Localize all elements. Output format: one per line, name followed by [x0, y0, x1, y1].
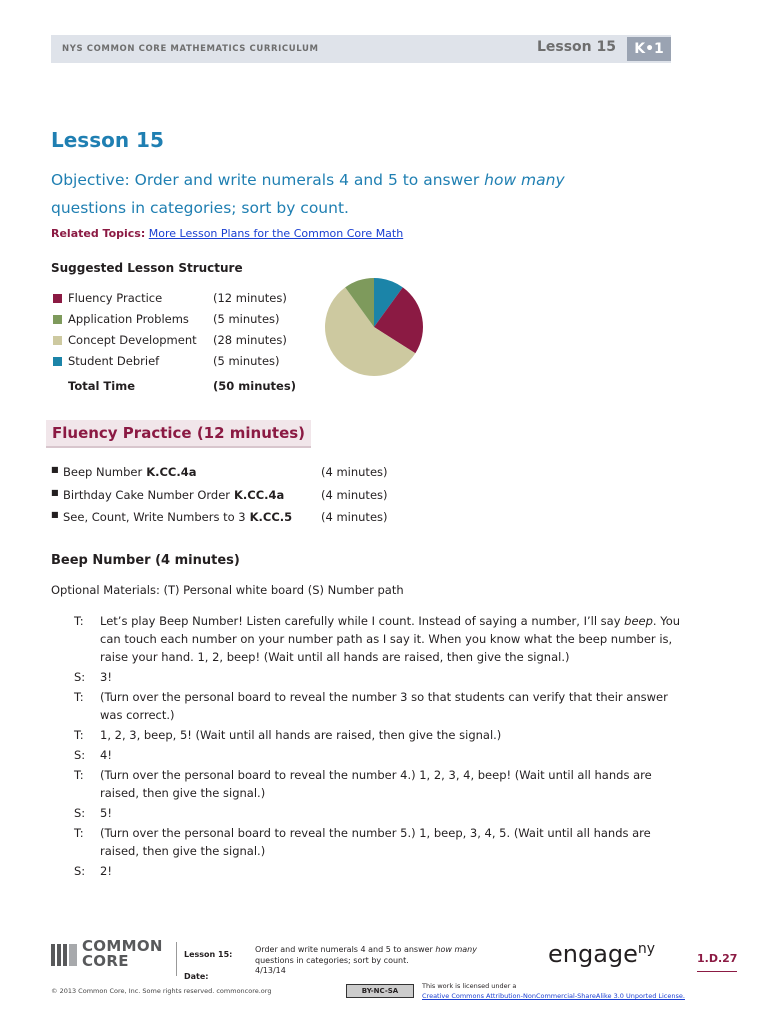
dialogue-text — [100, 746, 684, 764]
fluency-item-name: See, Count, Write Numbers to 3 — [63, 510, 246, 524]
header-lesson-label: Lesson 15 — [536, 39, 616, 55]
fluency-swatch — [53, 294, 62, 303]
footer-lesson-label: Lesson 15: — [184, 950, 233, 959]
beep-number-title: Beep Number (4 minutes) — [51, 553, 240, 568]
application-swatch — [53, 315, 62, 324]
dialogue-speaker: T: — [74, 728, 84, 742]
dialogue-speaker: T: — [74, 614, 84, 628]
dialogue — [74, 612, 684, 882]
dialogue-text — [100, 688, 684, 724]
dialogue-speaker: T: — [74, 690, 84, 704]
dialogue-speaker: S: — [74, 748, 86, 762]
objective-text: Objective: Order and write numerals 4 and 5 to answer — [51, 171, 485, 189]
dialogue-text-part: (Turn over the personal board to reveal the number 3 so that students can verify that their answer was correct.) — [100, 690, 668, 722]
dialogue-line — [74, 612, 684, 666]
dialogue-line — [74, 804, 684, 822]
footer-description — [255, 944, 495, 966]
license-notice — [422, 981, 685, 1001]
dialogue-speaker: T: — [74, 768, 84, 782]
list-item — [51, 510, 471, 533]
footer-org-line1: COMMON — [82, 937, 163, 955]
dialogue-text-part: (Turn over the personal board to reveal the number 5.) 1, beep, 3, 4, 5. (Wait until all hands are raised, then give the signal.) — [100, 826, 651, 858]
dialogue-text-part: (Turn over the personal board to reveal the number 4.) 1, 2, 3, 4, beep! (Wait until all hands are raised, then give the signal.) — [100, 768, 652, 800]
fluency-item-minutes: (4 minutes) — [321, 465, 388, 479]
dialogue-text-part: 2! — [100, 864, 112, 878]
footer-date: 4/13/14 — [255, 966, 286, 975]
structure-item-minutes: (12 minutes) — [213, 291, 287, 305]
page-title: Lesson 15 — [51, 128, 164, 152]
dialogue-line — [74, 726, 684, 744]
dialogue-text-part: . You can touch each number on your number path as I say it. When you know what the beep number is, raise your hand. 1, 2, beep! (Wait until all hands are raised, then give the signal.) — [100, 614, 681, 664]
footer-desc-text-end: questions in categories; sort by count. — [255, 956, 409, 965]
dialogue-line — [74, 746, 684, 764]
list-item — [51, 465, 471, 488]
structure-item-name: Fluency Practice — [68, 291, 163, 305]
dialogue-emphasis: beep — [624, 614, 653, 628]
footer-org-name — [82, 939, 163, 969]
concept-swatch — [53, 336, 62, 345]
objective-emphasis: how many — [484, 171, 565, 189]
bullet-icon: ■ — [51, 510, 59, 519]
dialogue-line — [74, 766, 684, 802]
copyright: © 2013 Common Core, Inc. Some rights reserved. commoncore.org — [51, 987, 272, 995]
dialogue-text-part: 3! — [100, 670, 112, 684]
bullet-icon: ■ — [51, 465, 59, 474]
dialogue-text-part: 4! — [100, 748, 112, 762]
fluency-item — [63, 510, 292, 524]
engage-ny-logo — [548, 940, 655, 968]
dialogue-text-part: 5! — [100, 806, 112, 820]
structure-item-name: Concept Development — [68, 333, 197, 347]
footer-org-line2: CORE — [82, 952, 129, 970]
fluency-item-minutes: (4 minutes) — [321, 510, 388, 524]
footer-desc-text: Order and write numerals 4 and 5 to answer — [255, 945, 436, 954]
related-label: Related Topics: — [51, 227, 146, 240]
dialogue-text — [100, 668, 684, 686]
dialogue-line — [74, 668, 684, 686]
list-item — [51, 488, 471, 511]
license-link[interactable]: Creative Commons Attribution-NonCommercial-ShareAlike 3.0 Unported License. — [422, 992, 685, 1000]
dialogue-text-part: 1, 2, 3, beep, 5! (Wait until all hands are raised, then give the signal.) — [100, 728, 502, 742]
dialogue-text — [100, 726, 684, 744]
dialogue-speaker: S: — [74, 806, 86, 820]
dialogue-text — [100, 804, 684, 822]
structure-item-minutes: (5 minutes) — [213, 354, 280, 368]
footer-meta — [184, 944, 232, 988]
structure-item-minutes: (28 minutes) — [213, 333, 287, 347]
total-time-value: (50 minutes) — [213, 379, 296, 393]
structure-item-minutes: (5 minutes) — [213, 312, 280, 326]
dialogue-speaker: T: — [74, 826, 84, 840]
fluency-item-standard: K.CC.5 — [249, 510, 293, 524]
fluency-heading: Fluency Practice (12 minutes) — [46, 420, 311, 448]
fluency-item-minutes: (4 minutes) — [321, 487, 388, 502]
fluency-item-name: Birthday Cake Number Order — [63, 487, 231, 502]
fluency-item-name: Beep Number — [63, 465, 143, 479]
fluency-item — [63, 465, 197, 479]
dialogue-text — [100, 612, 684, 666]
dialogue-line — [74, 688, 684, 724]
grade-module-badge: K•1 — [627, 37, 671, 61]
related-link[interactable]: More Lesson Plans for the Common Core Math — [148, 227, 404, 240]
common-core-logo-icon — [51, 942, 79, 968]
footer-desc-emphasis: how many — [435, 945, 477, 954]
objective — [51, 166, 631, 222]
page-number: 1.D.27 — [697, 952, 737, 972]
dialogue-line — [74, 862, 684, 880]
structure-item-name: Student Debrief — [68, 354, 160, 368]
dialogue-text — [100, 862, 684, 880]
cc-license-badge[interactable]: BY-NC-SA — [346, 984, 414, 998]
bullet-icon: ■ — [51, 487, 59, 497]
header-bar — [51, 35, 671, 63]
related-topics — [51, 227, 403, 240]
dialogue-speaker: S: — [74, 864, 86, 878]
lesson-structure-pie-chart — [324, 276, 424, 378]
structure-title: Suggested Lesson Structure — [51, 261, 243, 275]
fluency-item — [63, 488, 284, 502]
fluency-item-standard: K.CC.4a — [234, 487, 285, 502]
objective-text-end: questions in categories; sort by count. — [51, 199, 349, 217]
brand-text: engage — [548, 940, 638, 968]
fluency-item-standard: K.CC.4a — [146, 465, 197, 479]
structure-item-name: Application Problems — [68, 312, 189, 326]
dialogue-line — [74, 824, 684, 860]
dialogue-speaker: S: — [74, 670, 86, 684]
brand-sup: ny — [637, 941, 656, 957]
dialogue-text — [100, 766, 684, 802]
dialogue-text-part: Let’s play Beep Number! Listen carefully while I count. Instead of saying a number, I’ll say — [100, 614, 625, 628]
dialogue-text — [100, 824, 684, 860]
fluency-list — [51, 465, 471, 533]
footer-divider — [176, 942, 177, 976]
curriculum-label: NYS COMMON CORE MATHEMATICS CURRICULUM — [62, 44, 319, 54]
optional-materials: Optional Materials: (T) Personal white board (S) Number path — [51, 583, 404, 597]
total-time-label: Total Time — [68, 379, 135, 393]
license-text: This work is licensed under a — [422, 982, 517, 990]
footer-date-label: Date: — [184, 972, 209, 981]
debrief-swatch — [53, 357, 62, 366]
